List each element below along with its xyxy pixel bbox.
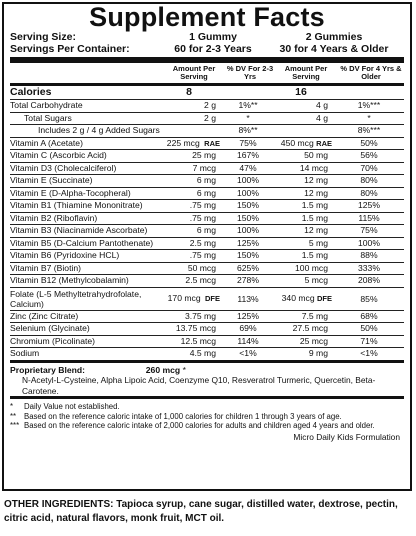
amount-2: 14 mcg <box>299 162 328 173</box>
unit-1: RAE <box>204 138 220 148</box>
amount-1: .75 mg <box>189 212 216 223</box>
amount-cell <box>274 293 334 304</box>
nutrient-name: Folate (L-5 Methyltetrahydrofolate, Calcium) <box>10 288 142 309</box>
nutrient-row <box>10 199 404 212</box>
nutrient-name: Vitamin E (D-Alpha-Tocopheral) <box>10 187 131 198</box>
nutrient-row <box>10 137 404 150</box>
nutrient-name: Calories <box>10 86 52 98</box>
nutrient-name: Vitamin B5 (D-Calcium Pantothenate) <box>10 237 154 248</box>
amount-2: 50 mg <box>304 150 328 160</box>
dv-2: 333% <box>358 262 380 273</box>
dv-1: 113% <box>237 293 259 304</box>
calories-row <box>10 86 404 99</box>
dv-1: 625% <box>237 262 259 273</box>
dv-2: 56% <box>360 150 378 160</box>
nutrient-row <box>10 187 404 200</box>
dv-1: <1% <box>239 348 257 358</box>
servings-label: Servings Per Container: <box>10 43 130 55</box>
dv-2: 88% <box>360 250 378 260</box>
dv-2: 50% <box>360 323 378 333</box>
amount-2: 27.5 mcg <box>292 323 328 333</box>
serving-size-2: 2 Gummies <box>305 31 363 43</box>
nutrient-name: Vitamin B6 (Pyridoxine HCL) <box>10 250 120 260</box>
nutrient-row <box>10 274 404 287</box>
serving-size-1: 1 Gummy <box>189 31 237 43</box>
dv-2: 75% <box>360 225 378 235</box>
dv-2: 71% <box>360 335 378 346</box>
amount-2: 100 mcg <box>295 262 328 273</box>
dv-1: 150% <box>237 212 259 223</box>
dv-1: 150% <box>237 250 259 260</box>
dv-2: 125% <box>358 200 380 210</box>
dv-2: 115% <box>358 212 380 223</box>
supplement-facts-panel <box>2 2 412 491</box>
header-dv-2: % DV For 4 Yrs & Older <box>340 64 402 81</box>
nutrient-name: Chromium (Picolinate) <box>10 335 96 346</box>
nutrient-row <box>10 287 404 310</box>
dv-2: 50% <box>360 137 378 148</box>
dv-1: 47% <box>239 162 257 173</box>
servings-2: 30 for 4 Years & Older <box>279 43 389 55</box>
dv-1: 125% <box>237 237 259 248</box>
amount-2: 12 mg <box>304 225 328 235</box>
panel-title: Supplement Facts <box>89 2 325 32</box>
amount-1: 12.5 mcg <box>180 335 216 346</box>
nutrient-table <box>10 86 404 360</box>
blend-ingredients: N-Acetyl-L-Cysteine, Alpha Lipoic Acid, Coenzyme Q10, Resveratrol Turmeric, Quercetin, Beta-Carotene. <box>22 375 376 396</box>
amount-cell <box>162 293 222 304</box>
nutrient-name: Vitamin C (Ascorbic Acid) <box>10 150 107 160</box>
unit-2: RAE <box>316 138 332 148</box>
header-amount-1: Amount Per Serving <box>172 64 216 81</box>
amount-2: 340 mcg <box>281 293 315 303</box>
nutrient-name: Selenium (Glycinate) <box>10 323 90 333</box>
dv-2: 100% <box>358 237 380 248</box>
amount-2: 12 mg <box>304 175 328 185</box>
dv-2: 80% <box>360 175 378 185</box>
dv-1: 125% <box>237 310 259 321</box>
nutrient-name: Vitamin B2 (Riboflavin) <box>10 212 98 223</box>
nutrient-row <box>10 347 404 360</box>
proprietary-blend <box>10 360 404 397</box>
dv-1: 100% <box>237 225 259 235</box>
nutrient-name: Total Sugars <box>24 112 72 123</box>
nutrient-row <box>10 162 404 175</box>
amount-2: 5 mg <box>308 237 328 248</box>
dv-2: 1%*** <box>357 100 381 110</box>
amount-2: 4 g <box>316 112 328 123</box>
nutrient-row <box>10 112 404 125</box>
servings-per-container-row <box>10 43 404 55</box>
dv-2: 8%*** <box>357 125 381 135</box>
amount-1: 170 mcg <box>167 293 201 303</box>
amount-1: 4.5 mg <box>189 348 216 358</box>
nutrient-row <box>10 149 404 162</box>
nutrient-name: Sodium <box>10 348 40 358</box>
nutrient-name: Zinc (Zinc Citrate) <box>10 310 79 321</box>
nutrient-name: Vitamin D3 (Cholecalciferol) <box>10 162 117 173</box>
nutrient-row <box>10 335 404 348</box>
amount-1: 25 mg <box>192 150 216 160</box>
nutrient-row <box>10 310 404 323</box>
amount-2: 9 mg <box>308 348 328 358</box>
amount-2: 4 g <box>316 100 328 110</box>
other-ingredients: OTHER INGREDIENTS: Tapioca syrup, cane sugar, distilled water, dextrose, pectin, citric acid, natural flavors, monk fruit, MCT oil. <box>4 499 398 524</box>
amount-2: 12 mg <box>304 187 328 198</box>
nutrient-name: Vitamin B1 (Thiamine Mononitrate) <box>10 200 143 210</box>
unit-1: DFE <box>205 294 220 303</box>
dv-1: 150% <box>237 200 259 210</box>
blend-mark: * <box>182 364 186 375</box>
amount-1: 6 mg <box>196 175 216 185</box>
formulation-name: Micro Daily Kids Formulation <box>293 431 400 442</box>
dv-1: 114% <box>237 335 259 346</box>
amount-1: 2.5 mg <box>189 237 216 248</box>
amount-1: .75 mg <box>189 200 216 210</box>
nutrient-row <box>10 322 404 335</box>
amount-1: 225 mcg <box>166 137 200 148</box>
dv-1: 1%** <box>238 100 258 110</box>
amount-1: 3.75 mg <box>184 310 216 321</box>
dv-1: * <box>246 112 250 123</box>
header-amount-2: Amount Per Serving <box>284 64 328 81</box>
amount-2: 5 mcg <box>304 275 328 285</box>
amount-cell <box>162 138 222 150</box>
amount-2: 450 mcg <box>280 137 314 148</box>
nutrient-row <box>10 174 404 187</box>
nutrient-row <box>10 249 404 262</box>
amount-1: 13.75 mcg <box>175 323 216 333</box>
nutrient-row <box>10 262 404 275</box>
column-headers <box>10 63 404 83</box>
dv-1: 167% <box>237 150 259 160</box>
nutrient-name: Vitamin E (Succinate) <box>10 175 93 185</box>
dv-2: <1% <box>360 348 378 358</box>
nutrient-name: Vitamin B12 (Methylcobalamin) <box>10 275 129 285</box>
dv-1: 100% <box>237 187 259 198</box>
nutrient-name: Includes 2 g / 4 g Added Sugars <box>38 125 160 135</box>
footnotes <box>10 396 404 431</box>
amount-1: 6 mg <box>196 225 216 235</box>
amount-2: 16 <box>295 86 307 98</box>
dv-2: * <box>367 112 371 123</box>
dv-1: 75% <box>239 137 257 148</box>
dv-1: 8%** <box>238 125 258 135</box>
blend-amount: 260 mcg <box>145 364 181 375</box>
nutrient-name: Vitamin B3 (Niacinamide Ascorbate) <box>10 225 148 235</box>
dv-2: 208% <box>358 275 380 285</box>
nutrient-name: Vitamin A (Acetate) <box>10 137 83 148</box>
dv-2: 85% <box>360 293 378 304</box>
nutrient-row <box>10 124 404 137</box>
footnote: ** Based on the reference caloric intake of 1,000 calories for children 1 through 3 years of age. <box>10 411 342 421</box>
dv-2: 68% <box>360 310 378 321</box>
amount-2: 1.5 mg <box>301 200 328 210</box>
dv-1: 69% <box>239 323 257 333</box>
amount-2: 7.5 mg <box>301 310 328 321</box>
amount-1: .75 mg <box>189 250 216 260</box>
amount-1: 2.5 mcg <box>185 275 216 285</box>
amount-1: 2 g <box>204 112 216 123</box>
servings-1: 60 for 2-3 Years <box>174 43 252 55</box>
amount-2: 1.5 mg <box>301 212 328 223</box>
nutrient-row <box>10 224 404 237</box>
amount-1: 2 g <box>204 100 216 110</box>
serving-size-row <box>10 31 404 43</box>
footnote: * Daily Value not established. <box>10 402 120 411</box>
amount-2: 25 mcg <box>299 335 328 346</box>
dv-1: 100% <box>237 175 259 185</box>
blend-label: Proprietary Blend: <box>10 364 85 375</box>
amount-1: 50 mcg <box>187 262 216 273</box>
serving-size-label: Serving Size: <box>10 31 76 43</box>
amount-cell <box>274 138 334 150</box>
nutrient-row <box>10 212 404 225</box>
nutrient-row <box>10 237 404 250</box>
dv-2: 70% <box>360 162 378 173</box>
dv-2: 80% <box>360 187 378 198</box>
amount-1: 8 <box>186 86 192 98</box>
dv-1: 278% <box>237 275 259 285</box>
nutrient-row <box>10 99 404 112</box>
amount-2: 1.5 mg <box>301 250 328 260</box>
nutrient-name: Vitamin B7 (Biotin) <box>10 262 82 273</box>
amount-1: 6 mg <box>196 187 216 198</box>
amount-1: 7 mcg <box>192 162 216 173</box>
footnote: *** Based on the reference caloric intake of 2,000 calories for adults and children aged 4 years and older. <box>10 421 375 430</box>
nutrient-name: Total Carbohydrate <box>10 100 83 110</box>
header-dv-1: % DV For 2-3 Yrs <box>226 64 274 81</box>
unit-2: DFE <box>317 294 332 303</box>
